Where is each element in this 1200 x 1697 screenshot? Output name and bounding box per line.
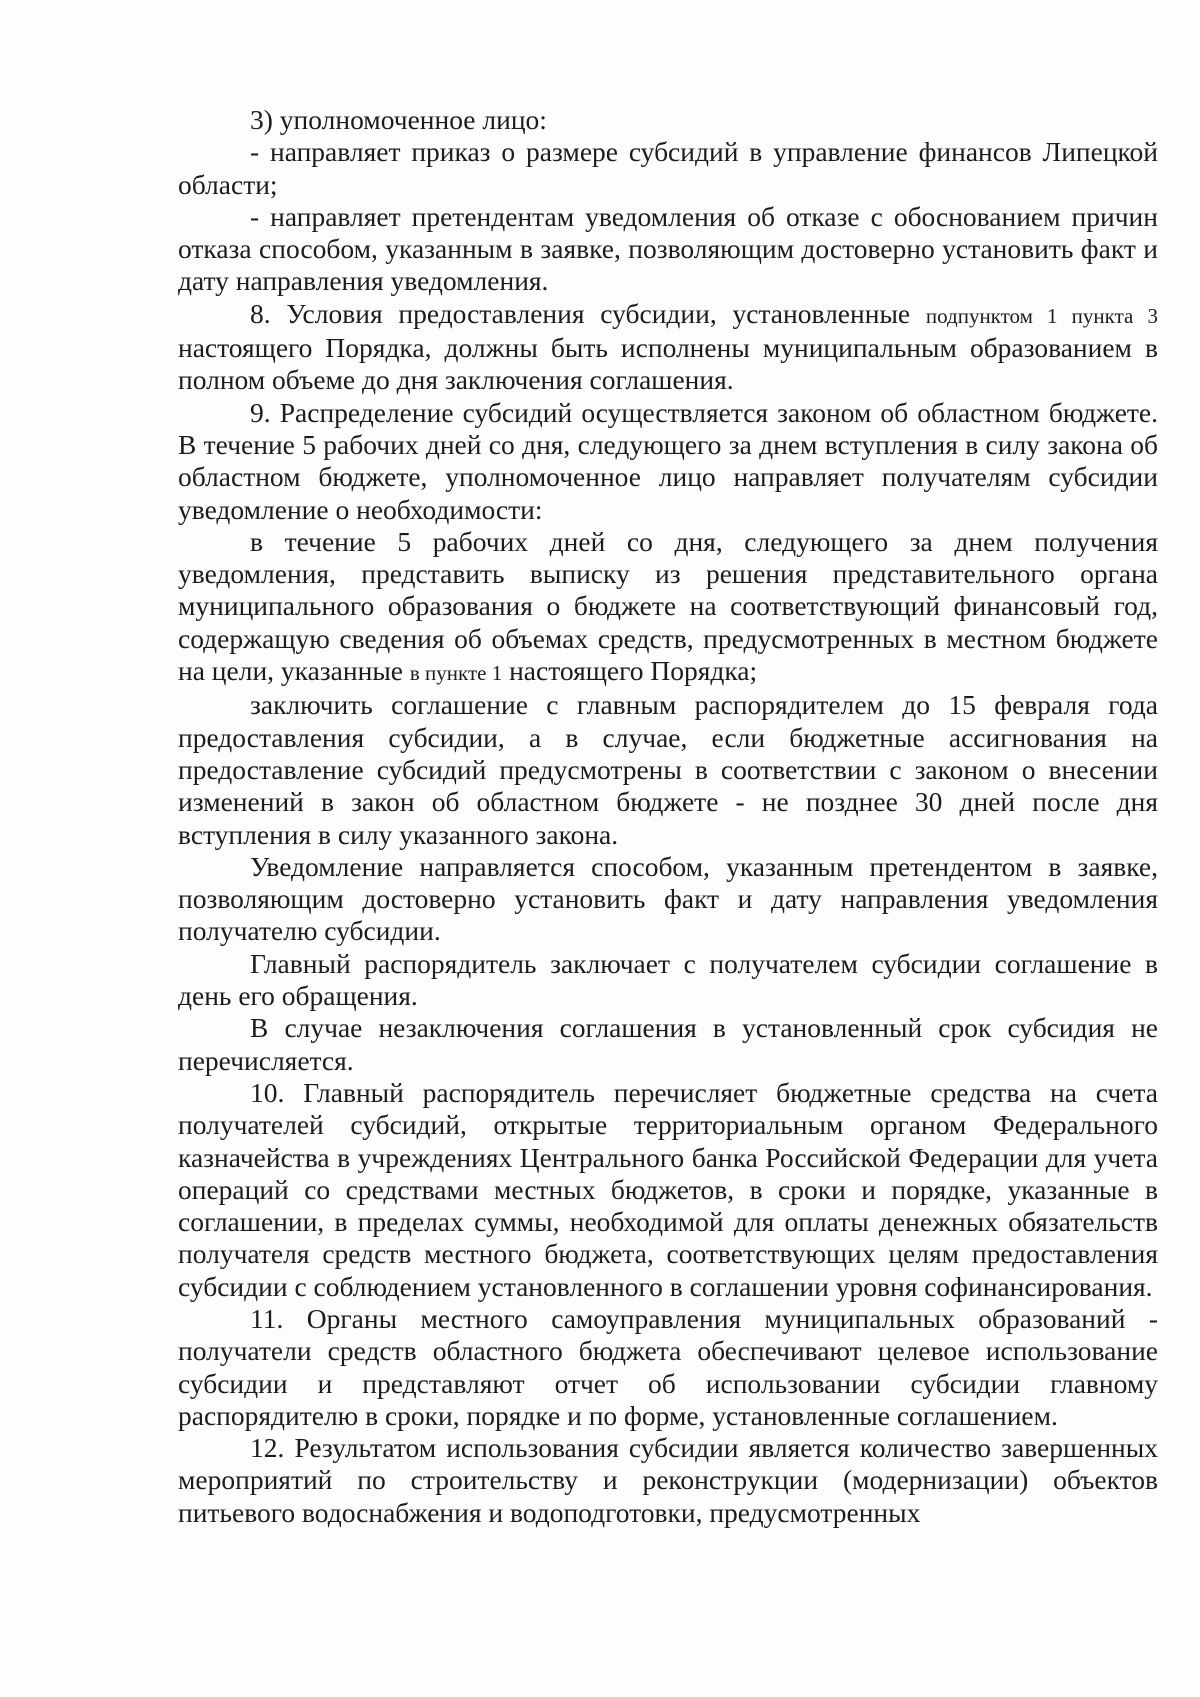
paragraph-10: 10. Главный распорядитель перечисляет бюджетные средства на счета получателей субсидий, открытые территориальным органом Федерального казначейства в учреждениях Центрального банка Российской Федерации для учета операций со средствами местных бюджетов, в сроки и порядке, указанные в соглашении, в пределах суммы, необходимой для оплаты денежных обязательств получателя средств местного бюджета, соответствующих целям предоставления субсидии с соблюдением установленного в соглашении уровня софинансирования.: [178, 1076, 1158, 1302]
paragraph-extract-text-b: настоящего Порядка;: [502, 655, 758, 687]
paragraph-order-to-finance: - направляет приказ о размере субсидий в управление финансов Липецкой области;: [178, 136, 1158, 200]
paragraph-notice-method: Уведомление направляется способом, указанным претендентом в заявке, позволяющим достоверно установить факт и дату направления уведомления получателю субсидии.: [178, 850, 1158, 947]
paragraph-8-text-a: 8. Условия предоставления субсидии, установленные: [250, 297, 926, 329]
reference-subpoint: подпунктом 1 пункта 3: [925, 303, 1158, 328]
paragraph-extract-text-a: в течение 5 рабочих дней со дня, следующего за днем получения уведомления, представить выписку из решения представительного органа муниципального образования о бюджете на соответствующий финансовый год, содержащую сведения об объемах средств, предусмотренных в местном бюджете на цели, указанные: [178, 525, 1158, 687]
paragraph-agreement-day: Главный распорядитель заключает с получателем субсидии соглашение в день его обращения.: [178, 947, 1158, 1012]
paragraph-agreement-deadline: заключить соглашение с главным распорядителем до 15 февраля года предоставления субсидии, а в случае, если бюджетные ассигнования на предоставление субсидий предусмотрены в соответствии с законом о внесении изменений в закон об областном бюджете - не позднее 30 дней после дня вступления в силу указанного закона.: [178, 689, 1158, 850]
paragraph-8: [178, 298, 1158, 397]
paragraph-8-text-b: настоящего Порядка, должны быть исполнены муниципальным образованием в полном объеме до дня заключения соглашения.: [178, 332, 1158, 396]
paragraph-refusal-notice: - направляет претендентам уведомления об отказе с обоснованием причин отказа способом, указанным в заявке, позволяющим достоверно установить факт и дату направления уведомления.: [178, 200, 1158, 297]
reference-point: в пункте 1: [409, 661, 503, 686]
paragraph-extract-requirement: [178, 526, 1158, 689]
paragraph-12: 12. Результатом использования субсидии является количество завершенных мероприятий по строительству и реконструкции (модернизации) объектов питьевого водоснабжения и водоподготовки, предусмотренных: [178, 1432, 1158, 1528]
paragraph-no-agreement: В случае незаключения соглашения в установленный срок субсидия не перечисляется.: [178, 1012, 1158, 1076]
document-body: [178, 104, 1158, 1529]
paragraph-11: 11. Органы местного самоуправления муниципальных образований - получатели средств областного бюджета обеспечивают целевое использование субсидии и представляют отчет об использовании субсидии главному распорядителю в сроки, порядке и по форме, установленные соглашением.: [178, 1302, 1158, 1431]
paragraph-9: 9. Распределение субсидий осуществляется законом об областном бюджете. В течение 5 рабочих дней со дня, следующего за днем вступления в силу закона об областном бюджете, уполномоченное лицо направляет получателям субсидии уведомление о необходимости:: [178, 396, 1158, 525]
paragraph-authorized-person: 3) уполномоченное лицо:: [250, 104, 547, 135]
